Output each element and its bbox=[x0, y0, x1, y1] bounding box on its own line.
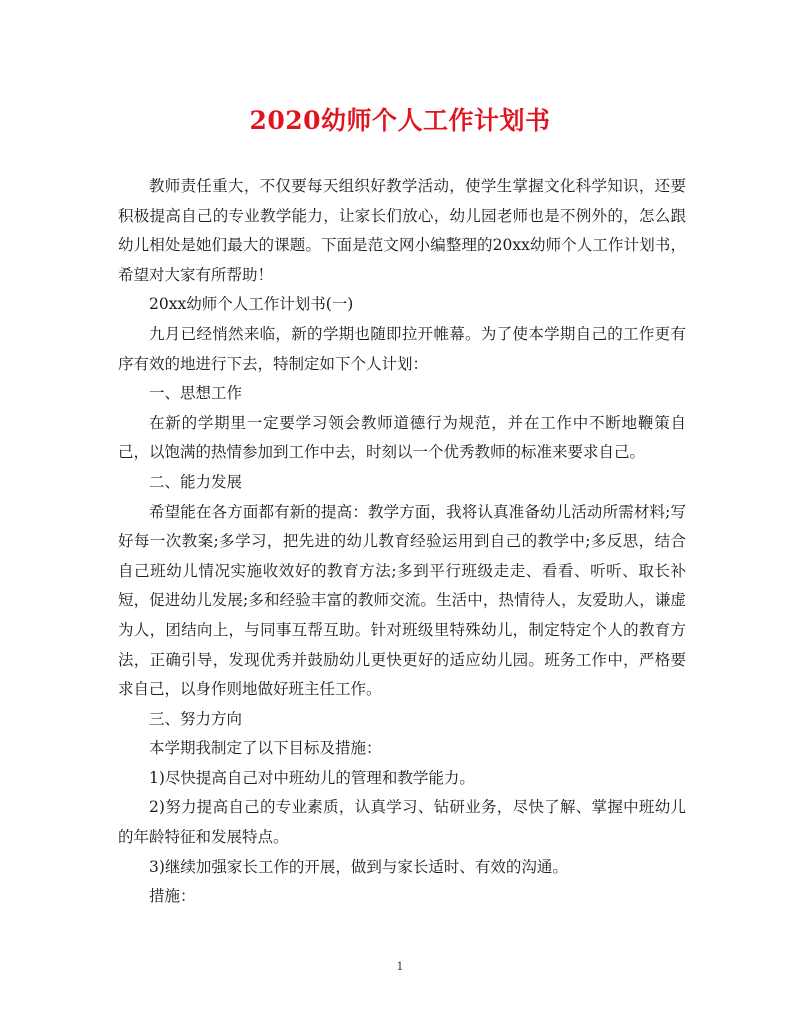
ability-development-paragraph: 希望能在各方面都有新的提高：教学方面，我将认真准备幼儿活动所需材料;写好每一次教案;多学习，把先进的幼儿教育经验运用到自己的教学中;多反思，结合自己班幼儿情况实施收效好的教育方法;多到平行班级走走、看看、听听、取长补短，促进幼儿发展;多和经验丰富的教师交流。生活中，热情待人，友爱助人，谦虚为人，团结向上，与同事互帮互助。针对班级里特殊幼儿，制定特定个人的教育方法，正确引导，发现优秀并鼓励幼儿更快更好的适应幼儿园。班务工作中，严格要求自己，以身作则地做好班主任工作。 bbox=[118, 502, 686, 699]
thought-work-paragraph: 在新的学期里一定要学习领会教师道德行为规范，并在工作中不断地鞭策自己，以饱满的热情参加到工作中去，时刻以一个优秀教师的标准来要求自己。 bbox=[118, 413, 686, 462]
heading-ability-development: 二、能力发展 bbox=[149, 472, 243, 491]
goal-item-2: 2)努力提高自己的专业素质，认真学习、钻研业务，尽快了解、掌握中班幼儿的年龄特征和发展特点。 bbox=[118, 798, 686, 847]
document-title: 2020幼师个人工作计划书 bbox=[249, 106, 551, 135]
goals-intro-paragraph: 本学期我制定了以下目标及措施： bbox=[149, 739, 382, 758]
goal-item-3: 3)继续加强家长工作的开展，做到与家长适时、有效的沟通。 bbox=[149, 857, 568, 876]
page-number: 1 bbox=[396, 960, 404, 973]
opening-paragraph: 九月已经悄然来临，新的学期也随即拉开帷幕。为了使本学期自己的工作更有序有效的地进行下去，特制定如下个人计划： bbox=[118, 324, 686, 373]
measures-heading: 措施： bbox=[149, 887, 196, 906]
heading-effort-direction: 三、努力方向 bbox=[149, 709, 243, 728]
goal-item-1: 1)尽快提高自己对中班幼儿的管理和教学能力。 bbox=[149, 768, 475, 787]
document-body bbox=[118, 172, 686, 912]
intro-paragraph: 教师责任重大，不仅要每天组织好教学活动，使学生掌握文化科学知识，还要积极提高自己的专业教学能力，让家长们放心，幼儿园老师也是不例外的，怎么跟幼儿相处是她们最大的课题。下面是范文网小编整理的20xx幼师个人工作计划书，希望对大家有所帮助！ bbox=[118, 177, 686, 284]
section-subtitle: 20xx幼师个人工作计划书(一) bbox=[149, 295, 354, 314]
heading-thought-work: 一、思想工作 bbox=[149, 384, 243, 403]
